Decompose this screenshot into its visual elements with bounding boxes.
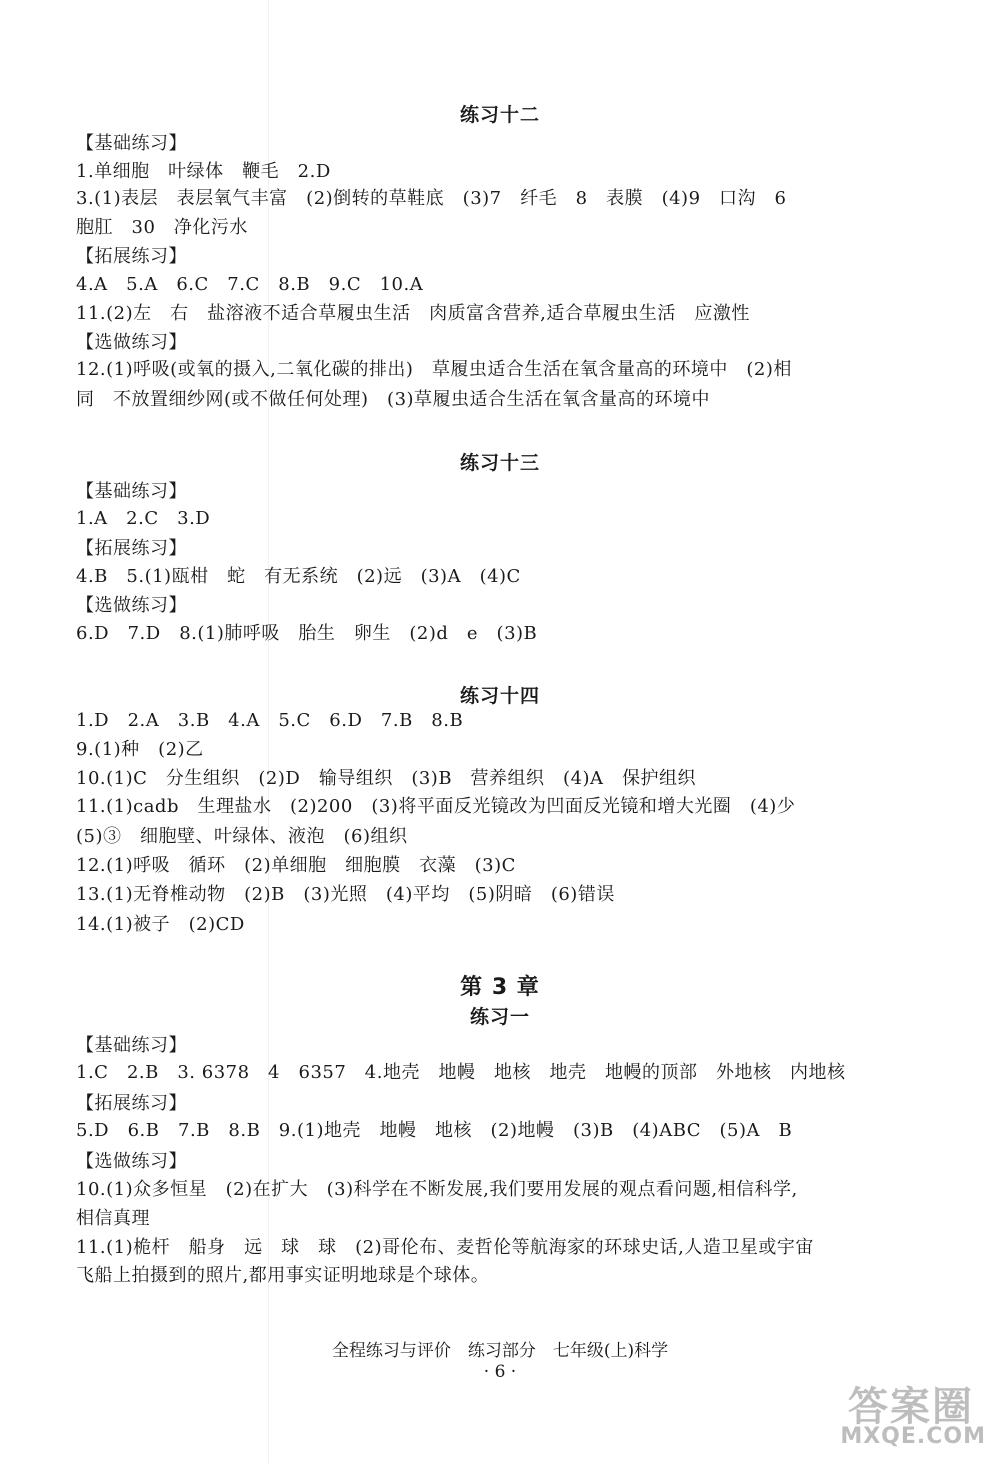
text-line: 1.A 2.C 3.D bbox=[76, 508, 211, 529]
text-line: 10.(1)众多恒星 (2)在扩大 (3)科学在不断发展,我们要用发展的观点看问题,相信科学, bbox=[76, 1179, 798, 1200]
text-line: 11.(1)桅杆 船身 远 球 球 (2)哥伦布、麦哲伦等航海家的环球史话,人造卫星或宇宙 bbox=[76, 1237, 814, 1258]
text-line: 4.A 5.A 6.C 7.C 8.B 9.C 10.A bbox=[76, 274, 424, 295]
text-line: 9.(1)种 (2)乙 bbox=[76, 739, 204, 760]
text-line: 13.(1)无脊椎动物 (2)B (3)光照 (4)平均 (5)阴暗 (6)错误 bbox=[76, 884, 615, 905]
section-title-ch3-1: 练习一 bbox=[469, 1006, 530, 1028]
text-line: 【选做练习】 bbox=[76, 595, 187, 616]
text-line: 【基础练习】 bbox=[76, 133, 187, 154]
page-footer: 全程练习与评价 练习部分 七年级(上)科学 bbox=[331, 1341, 669, 1361]
text-line: 5.D 6.B 7.B 8.B 9.(1)地壳 地幔 地核 (2)地幔 (3)B (4)ABC (5)A B bbox=[76, 1120, 793, 1141]
text-line: 【拓展练习】 bbox=[76, 246, 187, 267]
text-line: 1.单细胞 叶绿体 鞭毛 2.D bbox=[76, 161, 331, 182]
section-title-14: 练习十四 bbox=[459, 685, 540, 707]
text-line: 胞肛 30 净化污水 bbox=[76, 217, 248, 238]
text-line: 12.(1)呼吸(或氧的摄入,二氧化碳的排出) 草履虫适合生活在氧含量高的环境中 (2)相 bbox=[76, 359, 792, 380]
chapter-title: 第 3 章 bbox=[460, 975, 540, 1000]
page-number: · 6 · bbox=[483, 1362, 517, 1382]
watermark-text: 答案圈 bbox=[848, 1384, 974, 1430]
text-line: 同 不放置细纱网(或不做任何处理) (3)草履虫适合生活在氧含量高的环境中 bbox=[76, 389, 711, 410]
text-line: 【拓展练习】 bbox=[76, 1093, 187, 1114]
text-line: 3.(1)表层 表层氧气丰富 (2)倒转的草鞋底 (3)7 纤毛 8 表膜 (4)9 口沟 6 bbox=[76, 188, 787, 209]
text-line: 11.(2)左 右 盐溶液不适合草履虫生活 肉质富含营养,适合草履虫生活 应激性 bbox=[76, 303, 750, 324]
text-line: 【基础练习】 bbox=[76, 1035, 187, 1056]
text-line: 12.(1)呼吸 循环 (2)单细胞 细胞膜 衣藻 (3)C bbox=[76, 855, 516, 876]
text-line: 1.D 2.A 3.B 4.A 5.C 6.D 7.B 8.B bbox=[76, 710, 464, 731]
text-line: 【基础练习】 bbox=[76, 481, 187, 502]
text-line: 飞船上拍摄到的照片,都用事实证明地球是个球体。 bbox=[76, 1265, 490, 1286]
text-line: 6.D 7.D 8.(1)肺呼吸 胎生 卵生 (2)d e (3)B bbox=[76, 623, 538, 644]
text-line: 1.C 2.B 3. 6378 4 6357 4.地壳 地幔 地核 地壳 地幔的顶部 外地核 内地核 bbox=[76, 1062, 846, 1083]
text-line: 11.(1)cadb 生理盐水 (2)200 (3)将平面反光镜改为凹面反光镜和增大光圈 (4)少 bbox=[76, 796, 796, 817]
text-line: 14.(1)被子 (2)CD bbox=[76, 914, 245, 935]
text-line: (5)③ 细胞壁、叶绿体、液泡 (6)组织 bbox=[76, 826, 408, 847]
text-line: 相信真理 bbox=[76, 1208, 150, 1229]
text-line: 4.B 5.(1)瓯柑 蛇 有无系统 (2)远 (3)A (4)C bbox=[76, 566, 521, 587]
watermark-url: MXQE.COM bbox=[840, 1424, 986, 1449]
text-line: 10.(1)C 分生组织 (2)D 输导组织 (3)B 营养组织 (4)A 保护组织 bbox=[76, 768, 697, 789]
text-line: 【选做练习】 bbox=[76, 332, 187, 353]
section-title-13: 练习十三 bbox=[459, 452, 540, 474]
text-line: 【选做练习】 bbox=[76, 1151, 187, 1172]
section-title-12: 练习十二 bbox=[459, 104, 540, 126]
watermark-logo bbox=[796, 1373, 986, 1453]
text-line: 【拓展练习】 bbox=[76, 538, 187, 559]
